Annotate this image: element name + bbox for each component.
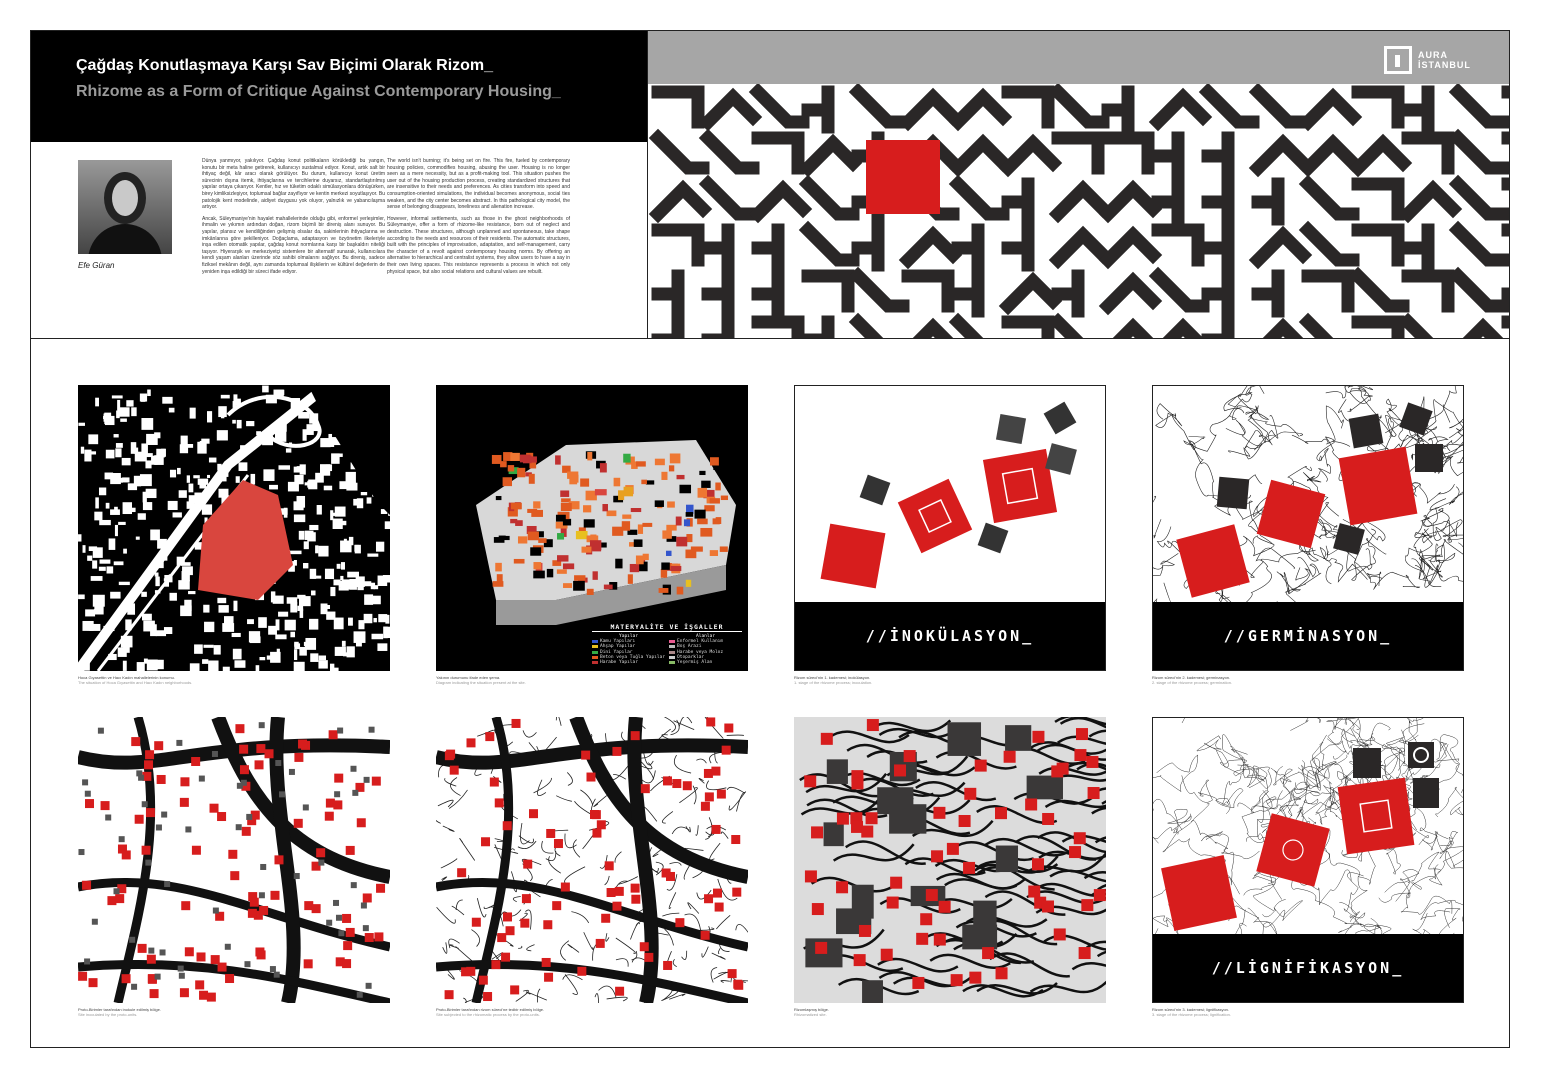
text-column-turkish <box>202 158 385 280</box>
legend-column-buildings: Yapılar Kamu Yapıları Ahşap Yapılar Dini Yapılar Beton veya Tuğla Yapılar Harabe Yapılar <box>592 634 665 665</box>
logo-line1: AURA <box>1418 50 1448 60</box>
rhizomatized-render <box>794 717 1106 1003</box>
lignification-drawing <box>1153 718 1464 936</box>
panel-rhizome-network <box>436 717 748 1003</box>
panel-lignification <box>1152 717 1464 1003</box>
stage-label: //İNOKÜLASYON_ <box>795 602 1105 670</box>
caption: Rizom süreci'nin 2. kademesi; germinasyon. 2. stage of the rhizome process; germination. <box>1152 675 1233 685</box>
inoculation-diagram <box>795 386 1106 604</box>
caption: Rizom süreci'nin 3. kademesi; lignifikasyon. 3. stage of the rhizome process; lignification. <box>1152 1007 1231 1017</box>
rhizome-pattern-banner <box>648 84 1509 338</box>
caption: Proto-Birimler tarafından rizom süreci'ne tedbir edilmiş bölge. Site subjected to the rhizomatic process by the proto-units. <box>436 1007 545 1017</box>
panel-rhizomatized-site <box>794 717 1106 1003</box>
text-column-english <box>387 158 570 280</box>
panel-inoculation <box>794 385 1106 671</box>
stage-label: //LİGNİFİKASYON_ <box>1153 934 1463 1002</box>
aura-logo-icon <box>1384 46 1412 74</box>
caption: Rizomlaşmış bölge. Rhizomatized site. <box>794 1007 829 1017</box>
panel-site-map <box>78 385 390 671</box>
panel-inoculated-site <box>78 717 390 1003</box>
rhizome-pattern-svg <box>648 84 1509 338</box>
legend <box>592 623 742 665</box>
caption: Rizom süreci'nin 1. kademesi; inokülasyon. 1. stage of the rhizome process; inoculation. <box>794 675 873 685</box>
site-map-figure <box>78 385 390 671</box>
caption: Proto-Birimler tarafından inokule edilmiş bölge. Site inoculated by the proto-units. <box>78 1007 161 1017</box>
paragraph: Ancak, Süleymaniye'nin hayalet mahallelerinde olduğu gibi, enformel yerleşimler, ihmalin ve yıkımın ardından doğan, rizom biçimli bir direniş alanı sunuyor. Bu yapılar, plansız ve kendiliğinden gelişmiş olsalar da, sakinlerinin ihtiyaçlarına ve imkânlarına göre şekilleniyor. Doğaçlama, adaptasyon ve özyönetim ilkeleriyle inşa edilen otomatik yapılar, çağdaş konut normlarına karşı bir başkaldırı niteliği taşıyor. Hiyerarşik ve merkeziyetçi sistemlere bir alternatif sunarak, kullanıcılara kendi yaşam alanları üzerinde söz sahibi olmalarını sağlıyor. Bu direniş, sadece fiziksel mekânın değil, aynı zamanda toplumsal ilişkilerin ve kültürel değerlerin de yeniden inşa edildiği bir süreci ifade ediyor. <box>202 215 385 275</box>
panel-materiality <box>436 385 748 671</box>
red-square-icon <box>866 140 940 214</box>
panel-germination <box>1152 385 1464 671</box>
caption: Hoca Gıyasettin ve Hacı Kadın mahallelerinin konumu. The situation of Hoca Gıyasettin and Hacı Kadın neighborhoods. <box>78 675 193 685</box>
author-name: Efe Güran <box>78 261 115 270</box>
title-turkish: Çağdaş Konutlaşmaya Karşı Sav Biçimi Olarak Rizom_ <box>76 57 494 74</box>
paragraph: The world isn't burning; it's being set on fire. This fire, fueled by contemporary housing policies, commodifies housing, abusing the user. Housing is no longer seen as a mere necessity, but as a profit-making tool. This situation pushes the user out of the housing production process, creating standardized structures that are insensitive to their needs and preferences. As cities transform into speed and consumption-oriented simulations, the individual becomes anonymous, social ties weaken, and the city center becomes abstract. In this pathological city model, the sense of belonging disappears, loneliness and alienation increase. <box>387 158 570 211</box>
legend-column-areas: Alanlar Enformel Kullanım Boş Arazi Harabe veya Moloz Otoparklar Yeşermiş Alan <box>669 634 742 665</box>
top-gray-bar <box>648 31 1509 84</box>
author-photo <box>78 160 172 254</box>
paragraph: Dünya yanmıyor, yakılıyor. Çağdaş konut politikaların körüklediği bu yangın, konutu bir meta haline getirerek, kullanıcıyı sustalmal ediyor. Konut, artık salt bir ihtiyaç değil, kâr aracı olarak görülüyor. Bu durum, kullanıcıyı konut üretim sürecinin dışına itemk, ihtiyaçlarına ve tercihlerine duyarsız, standartlaştırılmış yapılar ortaya çıkarıyor. Kentler, hız ve tüketim odaklı simülasyonlara dönüşürken, birey kimliksizleşiyor, toplumsal bağlar zayıflıyor ve kentin merkezi soyutlaşıyor. Bu patolojik kent modelinde, aidiyet duygusu yok oluyor, yalnızlık ve yabancılaşma artıyor. <box>202 158 385 211</box>
aura-istanbul-logo <box>1384 46 1471 74</box>
divider-vertical <box>647 31 648 338</box>
legend-title: MATERYALİTE VE İŞGALLER <box>592 623 742 632</box>
paragraph: However, informal settlements, such as those in the ghost neighborhoods of Süleymaniye, offer a form of rhizome-like resistance, born out of neglect and destruction. These structures, although unplanned and spontaneous, take shape according to the needs and resources of their residents. The automatic structures, built with the principles of improvisation, adaptation, and self-management, carry the character of a revolt against contemporary housing norms. By offering an alternative to hierarchical and centralist systems, they allow users to have a say in their own living spaces. This resistance represents a process in which not only physical space, but also social relations and cultural values are rebuilt. <box>387 215 570 275</box>
logo-line2: İSTANBUL <box>1418 60 1471 70</box>
germination-diagram <box>1153 386 1464 604</box>
title-english: Rhizome as a Form of Critique Against Contemporary Housing_ <box>76 83 561 100</box>
inoculated-site-map <box>78 717 390 1003</box>
caption: Yakının durumunu ifade eden şema. Diagram indicating the situation present at the site. <box>436 675 526 685</box>
stage-label: //GERMİNASYON_ <box>1153 602 1463 670</box>
divider-horizontal <box>31 338 1509 339</box>
rhizome-network-map <box>436 717 748 1003</box>
